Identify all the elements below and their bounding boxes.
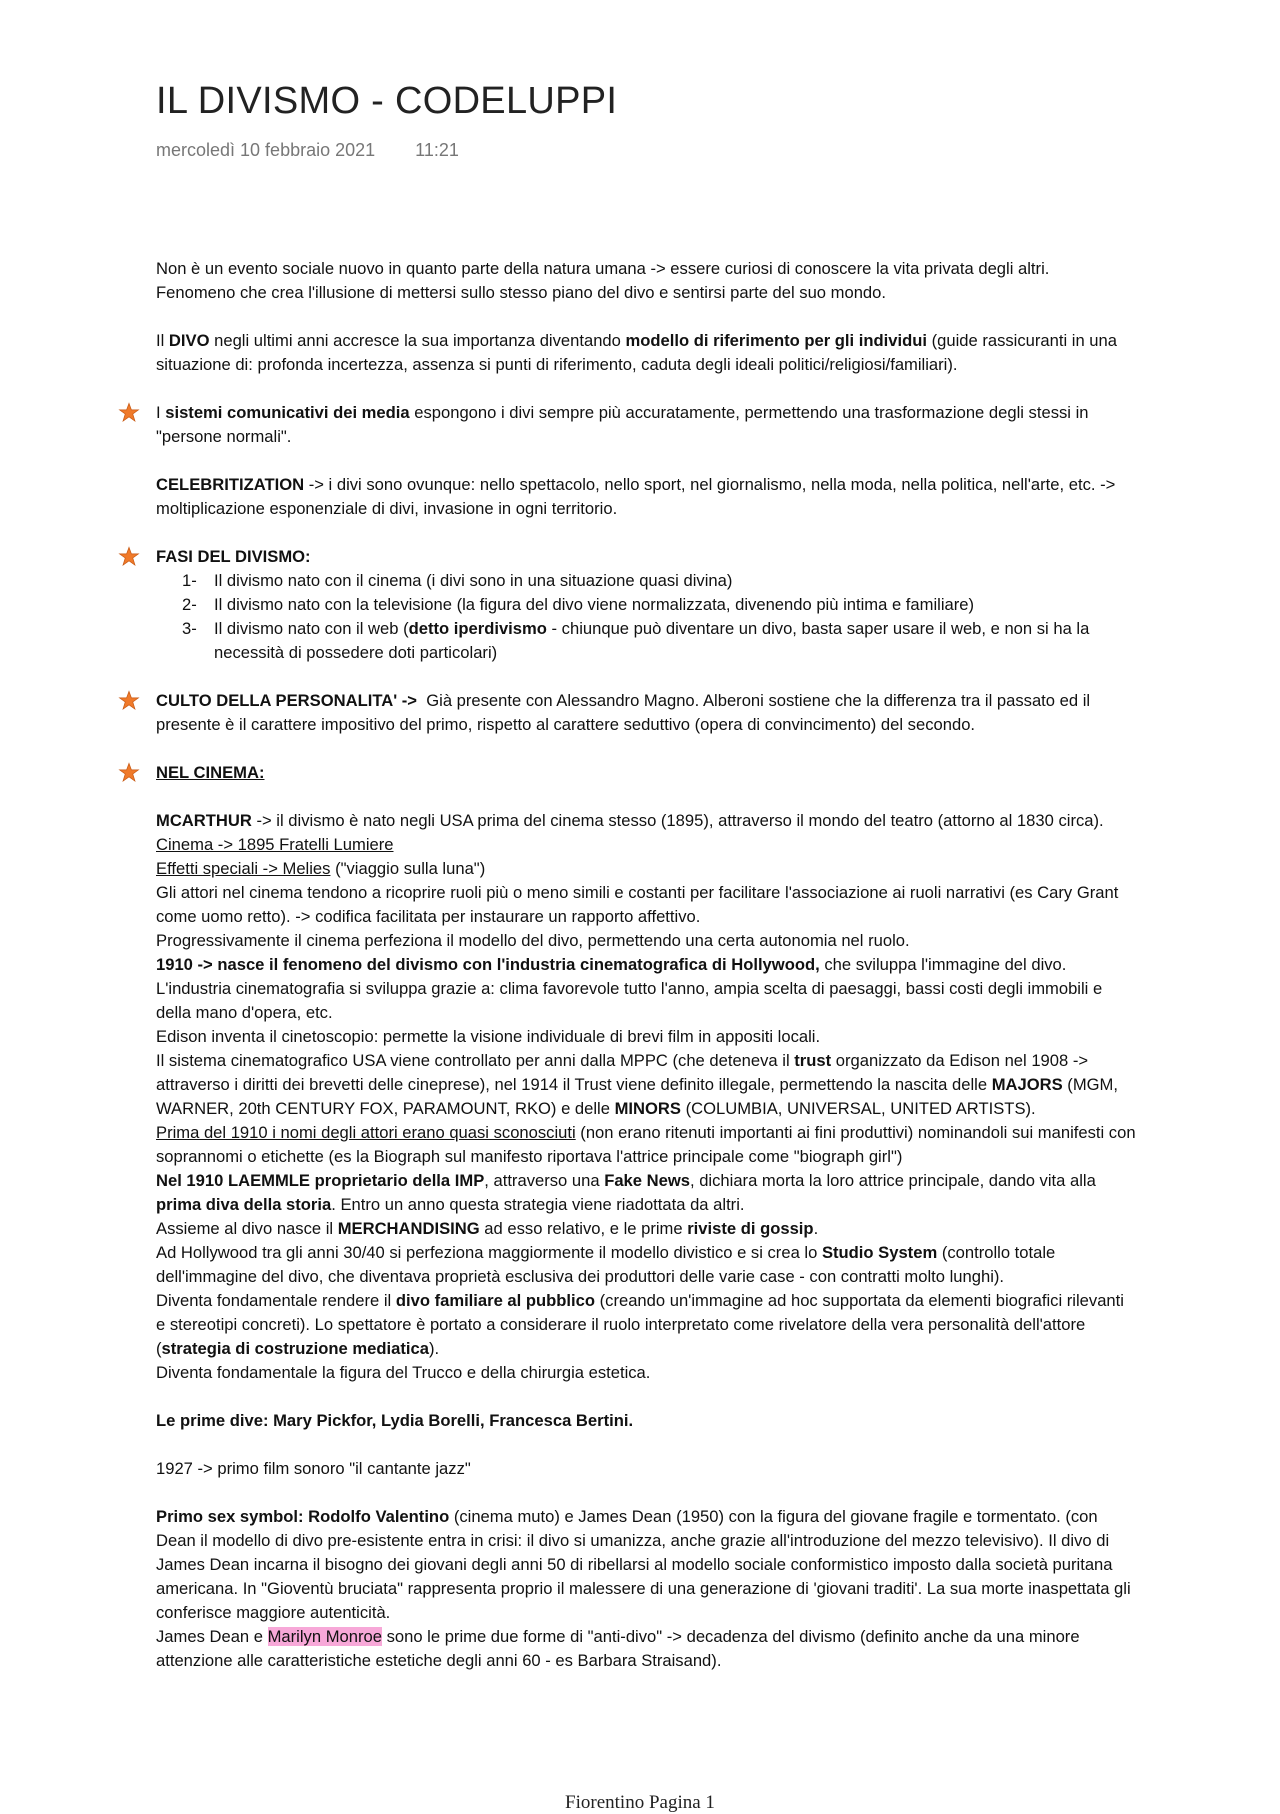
page-date: mercoledì 10 febbraio 2021: [156, 140, 376, 160]
industria-paragraph: L'industria cinematografia si sviluppa grazie a: clima favorevole tutto l'anno, ampia scelta di paesaggi, bassi costi degli immobili e della mano d'opera, etc.: [156, 979, 1103, 1022]
edison-line: Edison inventa il cinetoscopio: permette la visione individuale di brevi film in appositi locali.: [156, 1027, 821, 1046]
page-title: IL DIVISMO - CODELUPPI: [156, 80, 618, 122]
cinema-heading: NEL CINEMA:: [156, 761, 1136, 785]
prima-1910-paragraph: Prima del 1910 i nomi degli attori erano quasi sconosciuti (non erano ritenuti importanti ai fini produttivi) nominandoli sui manifesti con soprannomi o etichette (es la Biograph sul manifesto riportava l'attrice principale come "biograph girl"): [156, 1123, 1136, 1166]
sonoro-line: 1927 -> primo film sonoro "il cantante jazz": [156, 1459, 471, 1478]
laemmle-paragraph: Nel 1910 LAEMMLE proprietario della IMP, attraverso una Fake News, dichiara morta la loro attrice principale, dando vita alla prima diva della storia. Entro un anno questa strategia viene riadottata da altri.: [156, 1171, 1096, 1214]
sistema-paragraph: Il sistema cinematografico USA viene controllato per anni dalla MPPC (che deteneva il trust organizzato da Edison nel 1908 -> attraverso i diritti dei brevetti delle cineprese), nel 1914 il Trust viene definito illegale, permettendo la nascita delle MAJORS (MGM, WARNER, 20th CENTURY FOX, PARAMOUNT, RKO) e delle MINORS (COLUMBIA, UNIVERSAL, UNITED ARTISTS).: [156, 1051, 1118, 1118]
lumiere-line: Cinema -> 1895 Fratelli Lumiere: [156, 835, 394, 854]
star-icon: [118, 762, 140, 784]
intro-line-1: Non è un evento sociale nuovo in quanto parte della natura umana -> essere curiosi di conoscere la vita privata degli altri.: [156, 259, 1050, 278]
list-item: 3- Il divismo nato con il web (detto iperdivismo - chiunque può diventare un divo, basta saper usare il web, e non si ha la necessità di possedere doti particolari): [182, 619, 1090, 662]
melies-line: Effetti speciali -> Melies ("viaggio sulla luna"): [156, 859, 486, 878]
mcarthur-paragraph: MCARTHUR -> il divismo è nato negli USA prima del cinema stesso (1895), attraverso il mondo del teatro (attorno al 1830 circa).: [156, 811, 1104, 830]
star-icon: [118, 402, 140, 424]
list-item: 1- Il divismo nato con il cinema (i divi sono in una situazione quasi divina): [182, 571, 733, 590]
prime-dive-line: Le prime dive: Mary Pickfor, Lydia Borelli, Francesca Bertini.: [156, 1411, 634, 1430]
anti-divo-paragraph: James Dean e Marilyn Monroe sono le prime due forme di "anti-divo" -> decadenza del divismo (definito anche da una minore attenzione alle caratteristiche estetiche degli anni 60 - es Barbara Straisand).: [156, 1627, 1080, 1670]
page-footer: Fiorentino Pagina 1: [565, 1792, 715, 1813]
page-time: 11:21: [415, 140, 459, 160]
trucco-line: Diventa fondamentale la figura del Trucco e della chirurgia estetica.: [156, 1363, 651, 1382]
celebritization-paragraph: CELEBRITIZATION -> i divi sono ovunque: nello spettacolo, nello sport, nel giornalismo, nella moda, nella politica, nell'arte, etc. -> moltiplicazione esponenziale di divi, invasione in ogni territorio.: [156, 475, 1116, 518]
studio-system-paragraph: Ad Hollywood tra gli anni 30/40 si perfeziona maggiormente il modello divistico e si crea lo Studio System (controllo totale dell'immagine del divo, che diventava proprietà esclusiva dei produttori delle varie case - con contratti molto lunghi).: [156, 1243, 1056, 1286]
culto-paragraph: CULTO DELLA PERSONALITA' -> Già presente con Alessandro Magno. Alberoni sostiene che la differenza tra il passato ed il presente è il carattere impositivo del primo, rispetto al carattere seduttivo (opera di convincimento) del secondo.: [156, 689, 1136, 737]
familiare-paragraph: Diventa fondamentale rendere il divo familiare al pubblico (creando un'immagine ad hoc supportata da elementi biografici rilevanti e stereotipi concreti). Lo spettatore è portato a considerare il ruolo interpretato come rivelatore della vera personalità dell'attore (strategia di costruzione mediatica).: [156, 1291, 1124, 1358]
note-body: [156, 257, 1136, 1673]
attori-paragraph: Gli attori nel cinema tendono a ricoprire ruoli più o meno simili e costanti per facilitare l'associazione ai ruoli narrativi (es Cary Grant come uomo retto). -> codifica facilitata per instaurare un rapporto affettivo.: [156, 883, 1119, 926]
star-icon: [118, 690, 140, 712]
merchandising-line: Assieme al divo nasce il MERCHANDISING ad esso relativo, e le prime riviste di gossip.: [156, 1219, 819, 1238]
sistemi-paragraph: I sistemi comunicativi dei media espongono i divi sempre più accuratamente, permettendo una trasformazione degli stessi in "persone normali".: [156, 401, 1136, 449]
list-item: 2- Il divismo nato con la televisione (la figura del divo viene normalizzata, divenendo più intima e familiare): [182, 595, 975, 614]
divo-paragraph: Il DIVO negli ultimi anni accresce la sua importanza diventando modello di riferimento per gli individui (guide rassicuranti in una situazione di: profonda incertezza, assenza si punti di riferimento, caduta degli ideali politici/religiosi/familiari).: [156, 331, 1117, 374]
highlighted-name: Marilyn Monroe: [267, 1627, 382, 1646]
fasi-heading: FASI DEL DIVISMO:: [156, 545, 1136, 569]
page-meta: [156, 140, 459, 161]
sex-symbol-paragraph: Primo sex symbol: Rodolfo Valentino (cinema muto) e James Dean (1950) con la figura del giovane fragile e tormentato. (con Dean il modello di divo pre-esistente entra in crisi: il divo si umanizza, anche grazie all'introduzione del mezzo televisivo). Il divo di James Dean incarna il bisogno dei giovani degli anni 50 di ribellarsi al modello sociale conformistico imposto dalla società puritana americana. In "Gioventù bruciata" rappresenta proprio il malessere di una generazione di 'giovani traditi'. La sua morte inaspettata gli conferisce maggiore autenticità.: [156, 1507, 1131, 1622]
progress-line: Progressivamente il cinema perfeziona il modello del divo, permettendo una certa autonomia nel ruolo.: [156, 931, 910, 950]
fasi-list: [156, 569, 1136, 665]
intro-line-2: Fenomeno che crea l'illusione di mettersi sullo stesso piano del divo e sentirsi parte del suo mondo.: [156, 283, 886, 302]
star-icon: [118, 546, 140, 568]
hollywood-1910-line: 1910 -> nasce il fenomeno del divismo con l'industria cinematografica di Hollywood, che sviluppa l'immagine del divo.: [156, 955, 1067, 974]
